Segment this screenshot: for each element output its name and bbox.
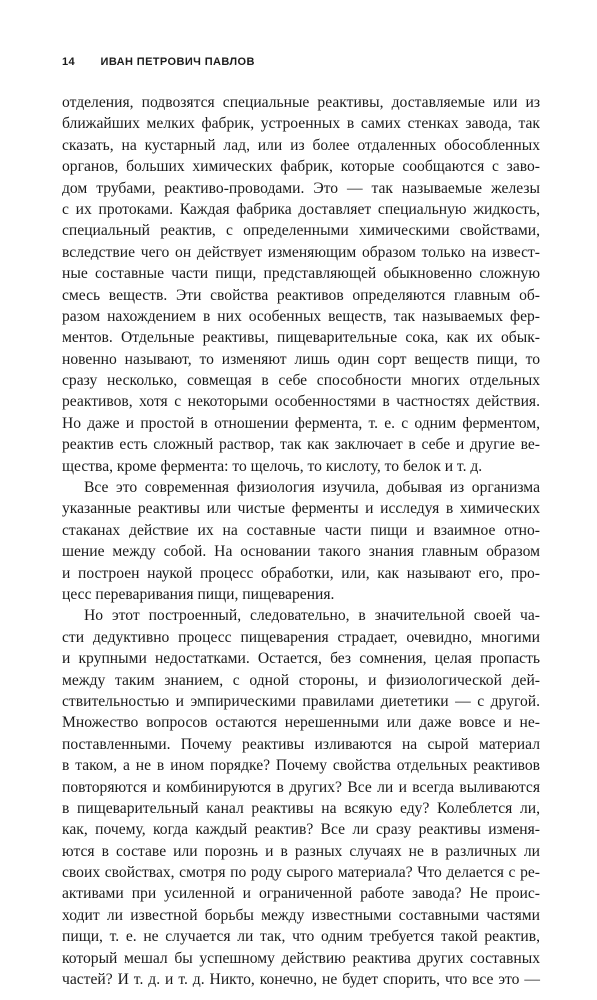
text-line: сти дедуктивно процесс пищеварения страдает, очевидно, многими [62, 628, 540, 646]
text-line: сказать, на кустарный лад, или из более отдаленных обособленных [62, 136, 540, 154]
text-line: Все это современная физиология изучила, добывая из организма [84, 479, 540, 497]
text-line: между таким знанием, с одной стороны, и физиологической дей- [62, 671, 540, 689]
text-line: пищи, т. е. не случается ли так, что одним требуется такой реактив, [62, 928, 540, 946]
text-line: Но этот построенный, следовательно, в значительной своей ча- [84, 607, 540, 625]
text-line: ствительностью и эмпирическими правилами диететики — с другой. [62, 692, 540, 710]
text-line: реактивов, хотя с некоторыми особенностями в частностях действия. [62, 393, 540, 411]
text-line: цесс переваривания пищи, пищеварения. [62, 585, 335, 603]
text-line: дом трубами, реактиво-проводами. Это — так называемые железы [62, 179, 540, 197]
paragraph [62, 605, 540, 990]
text-line: ются в составе или порознь и в разных случаях не в различных ли [62, 842, 540, 860]
running-title: ИВАН ПЕТРОВИЧ ПАВЛОВ [100, 56, 255, 68]
text-line: Множество вопросов остаются нерешенными или даже вовсе и не- [62, 714, 540, 732]
text-line: который мешал бы успешному действию реактива других составных [62, 949, 540, 967]
text-line: частей? И т. д. и т. д. Никто, конечно, не будет спорить, что все это — [62, 971, 540, 989]
body-text [62, 92, 540, 990]
text-line: отделения, подвозятся специальные реактивы, доставляемые или из [62, 94, 540, 111]
text-line: и построен наукой процесс обработки, или, как называют его, про- [62, 564, 540, 582]
text-line: с их протоками. Каждая фабрика доставляет специальную жидкость, [62, 200, 540, 218]
paragraph [62, 92, 540, 477]
text-line: и крупными недостатками. Остается, без сомнения, целая пропасть [62, 650, 540, 668]
text-line: повторяются и комбинируются в других? Все ли и всегда выливаются [62, 778, 540, 796]
text-line: вследствие чего он действует изменяющим образом только на извест- [62, 243, 540, 261]
text-line: шение между собой. На основании такого знания главным образом [62, 543, 540, 561]
text-line: новенно называют, то изменяют лишь один сорт веществ пищи, то [62, 350, 540, 368]
text-line: органов, больших химических фабрик, которые сообщаются с заво- [62, 158, 540, 176]
text-line: в таком, а не в ином порядке? Почему свойства отдельных реактивов [62, 757, 540, 775]
text-line: смесь веществ. Эти свойства реактивов определяются главным об- [62, 286, 540, 304]
text-line: своих свойствах, смотря по роду сырого материала? Что делается с ре- [62, 864, 540, 882]
text-line: реактив есть сложный раствор, так как заключает в себе и другие ве- [62, 436, 540, 454]
text-line: щества, кроме фермента: то щелочь, то кислоту, то белок и т. д. [62, 457, 483, 475]
text-line: Но даже и простой в отношении фермента, т. е. с одним ферментом, [62, 414, 540, 432]
running-header [62, 56, 255, 68]
text-line: как, почему, когда каждый реактив? Все ли сразу реактивы изменя- [62, 821, 540, 839]
text-line: ные составные части пищи, представляющей обыкновенно сложную [62, 265, 540, 283]
text-line: ближайших мелких фабрик, устроенных в самих стенках завода, так [62, 115, 540, 133]
text-line: указанные реактивы или чистые ферменты и исследуя в химических [62, 500, 540, 518]
text-line: в пищеварительный канал реактивы на всякую еду? Колеблется ли, [62, 799, 540, 817]
text-line: стаканах действие их на составные части пищи и взаимное отно- [62, 521, 540, 539]
text-line: поставленными. Почему реактивы изливаются на сырой материал [62, 735, 540, 753]
paragraph [62, 477, 540, 605]
text-line: ментов. Отдельные реактивы, пищеварительные сока, как их обык- [62, 329, 540, 347]
text-line: специальный реактив, с определенными химическими свойствами, [62, 222, 540, 240]
text-line: сразу несколько, совмещая в себе способности многих отдельных [62, 372, 540, 390]
text-line: активами при усиленной и ограниченной работе завода? Не проис- [62, 885, 540, 903]
page-number: 14 [62, 56, 76, 68]
text-line: разом нахождением в них особенных веществ, так называемых фер- [62, 307, 540, 325]
text-line: ходит ли известной борьбы между известными составными частями [62, 906, 540, 924]
